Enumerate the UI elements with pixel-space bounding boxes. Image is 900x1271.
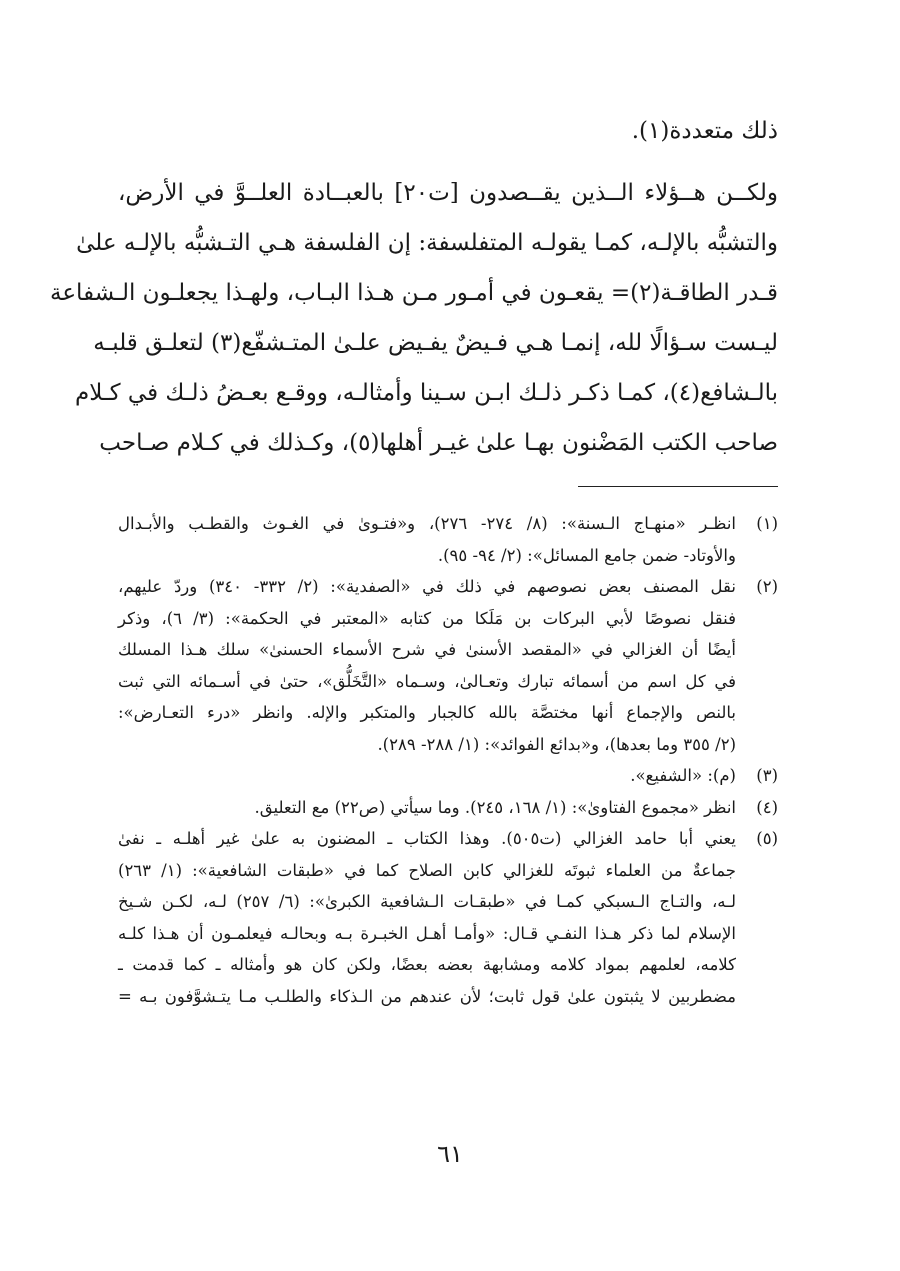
footnote-number: (٣) — [756, 766, 778, 785]
footnote-number: (٢) — [756, 577, 778, 596]
footnotes — [118, 508, 778, 1012]
footnote-line: بالنص والإجماع أنها مختصَّة بالله كالجبار والمتكبر والإله. وانظر «درء التعـارض»: — [118, 703, 736, 722]
footnote-line: الإسلام لما ذكر هـذا النفـي قـال: «وأمـا أهـل الخبـرة بـه وبحالـه فيعلمـون أن هـذا كلـه — [118, 923, 736, 943]
footnote-line: (٢/ ٣٥٥ وما بعدها)، و«بدائع الفوائد»: (١/ ٢٨٨- ٢٨٩). — [377, 734, 736, 754]
footnote-line: جماعةٌ من العلماء ثبوتَه للغزالي كابن الصلاح كما في «طبقات الشافعية»: (١/ ٢٦٣) — [118, 860, 736, 880]
footnote-line: يعني أبا حامد الغزالي (ت٥٠٥). وهذا الكتاب ـ المضنون به علىٰ غير أهلـه ـ نفىٰ — [118, 829, 736, 848]
footnote-number: (١) — [756, 514, 778, 533]
page-number: ٦١ — [437, 1140, 463, 1168]
main-line: ولكــن هــؤلاء الــذين يقــصدون [ت٢٠] بالعبــادة العلــوَّ في الأرض، — [118, 180, 778, 206]
footnote-line: نقل المصنف بعض نصوصهم في ذلك في «الصفدية»: (٢/ ٣٣٢- ٣٤٠) وردّ عليهم، — [118, 577, 736, 596]
footnote-separator — [578, 486, 778, 487]
footnote-line: كلامه، لعلمهم بمواد كلامه ومشابهة بعضه بعضًا، ولكن كان هو وأمثاله ـ كما قدمت ـ — [118, 955, 736, 974]
footnote-line: فنقل نصوصًا لأبي البركات بن مَلَكا من كتابه «المعتبر في الحكمة»: (٣/ ٦)، وذكر — [118, 608, 737, 628]
main-line: قـدر الطاقـة(٢)= يقعـون في أمـور مـن هـذا البـاب، ولهـذا يجعلـون الـشفاعة — [50, 280, 778, 306]
footnote-body — [118, 508, 736, 571]
footnote-line: في كل اسم من أسمائه تبارك وتعـالىٰ، وسـماه «التَّخَلُّق»، حتىٰ في أسـمائه التي ثبت — [118, 671, 736, 691]
main-line: والتشبُّه بالإلـه، كمـا يقولـه المتفلسفة: إن الفلسفة هـي التـشبُّه بالإلـه علىٰ — [76, 230, 778, 256]
footnote-body — [118, 792, 736, 824]
footnote-body — [118, 571, 736, 760]
footnote-1 — [118, 508, 778, 571]
footnote-line: (م): «الشفيع». — [630, 766, 736, 785]
footnote-line: أيضًا أن الغزالي في «المقصد الأسنىٰ في شرح الأسماء الحسنىٰ» سلك هـذا المسلك — [118, 640, 736, 659]
footnote-line: انظر «مجموع الفتاوىٰ»: (١/ ١٦٨، ٢٤٥). وما سيأتي (ص٢٢) مع التعليق. — [254, 797, 736, 817]
footnote-2 — [118, 571, 778, 760]
footnote-number: (٤) — [756, 797, 778, 817]
main-line: بالـشافع(٤)، كمـا ذكـر ذلـك ابـن سـينا وأمثالـه، ووقـع بعـضُ ذلـك في كـلام — [74, 380, 778, 406]
main-paragraph — [50, 168, 778, 468]
main-line: ليـست سـؤالًا لله، إنمـا هـي فـيضٌ يفـيض علـىٰ المتـشفّع(٣) لتعلـق قلبـه — [93, 330, 778, 356]
footnote-4 — [118, 792, 778, 824]
footnote-line: انظـر «منهـاج الـسنة»: (٨/ ٢٧٤- ٢٧٦)، و«فتـوىٰ في الغـوث والقطـب والأبـدال — [118, 514, 736, 533]
footnote-line: مضطربين لا يثبتون علىٰ قول ثابت؛ لأن عندهم من الـذكاء والطلـب مـا يتـشوَّفون بـه = — [118, 986, 736, 1006]
main-text — [50, 106, 778, 468]
footnote-line: لـه، والتـاج الـسبكي كمـا في «طبقـات الـشافعية الكبرىٰ»: (٦/ ٢٥٧) لـه، لكـن شـيخ — [118, 892, 736, 911]
footnote-number: (٥) — [756, 829, 778, 848]
footnote-body — [118, 760, 736, 792]
main-first-line: ذلك متعددة(١). — [631, 118, 778, 144]
footnote-line: والأوتاد- ضمن جامع المسائل»: (٢/ ٩٤- ٩٥). — [437, 545, 736, 565]
footnote-3 — [118, 760, 778, 792]
footnote-5 — [118, 823, 778, 1012]
footnote-body — [118, 823, 736, 1012]
main-line: صاحب الكتب المَضْنون بهـا علىٰ غيـر أهلها(٥)، وكـذلك في كـلام صـاحب — [99, 430, 778, 456]
